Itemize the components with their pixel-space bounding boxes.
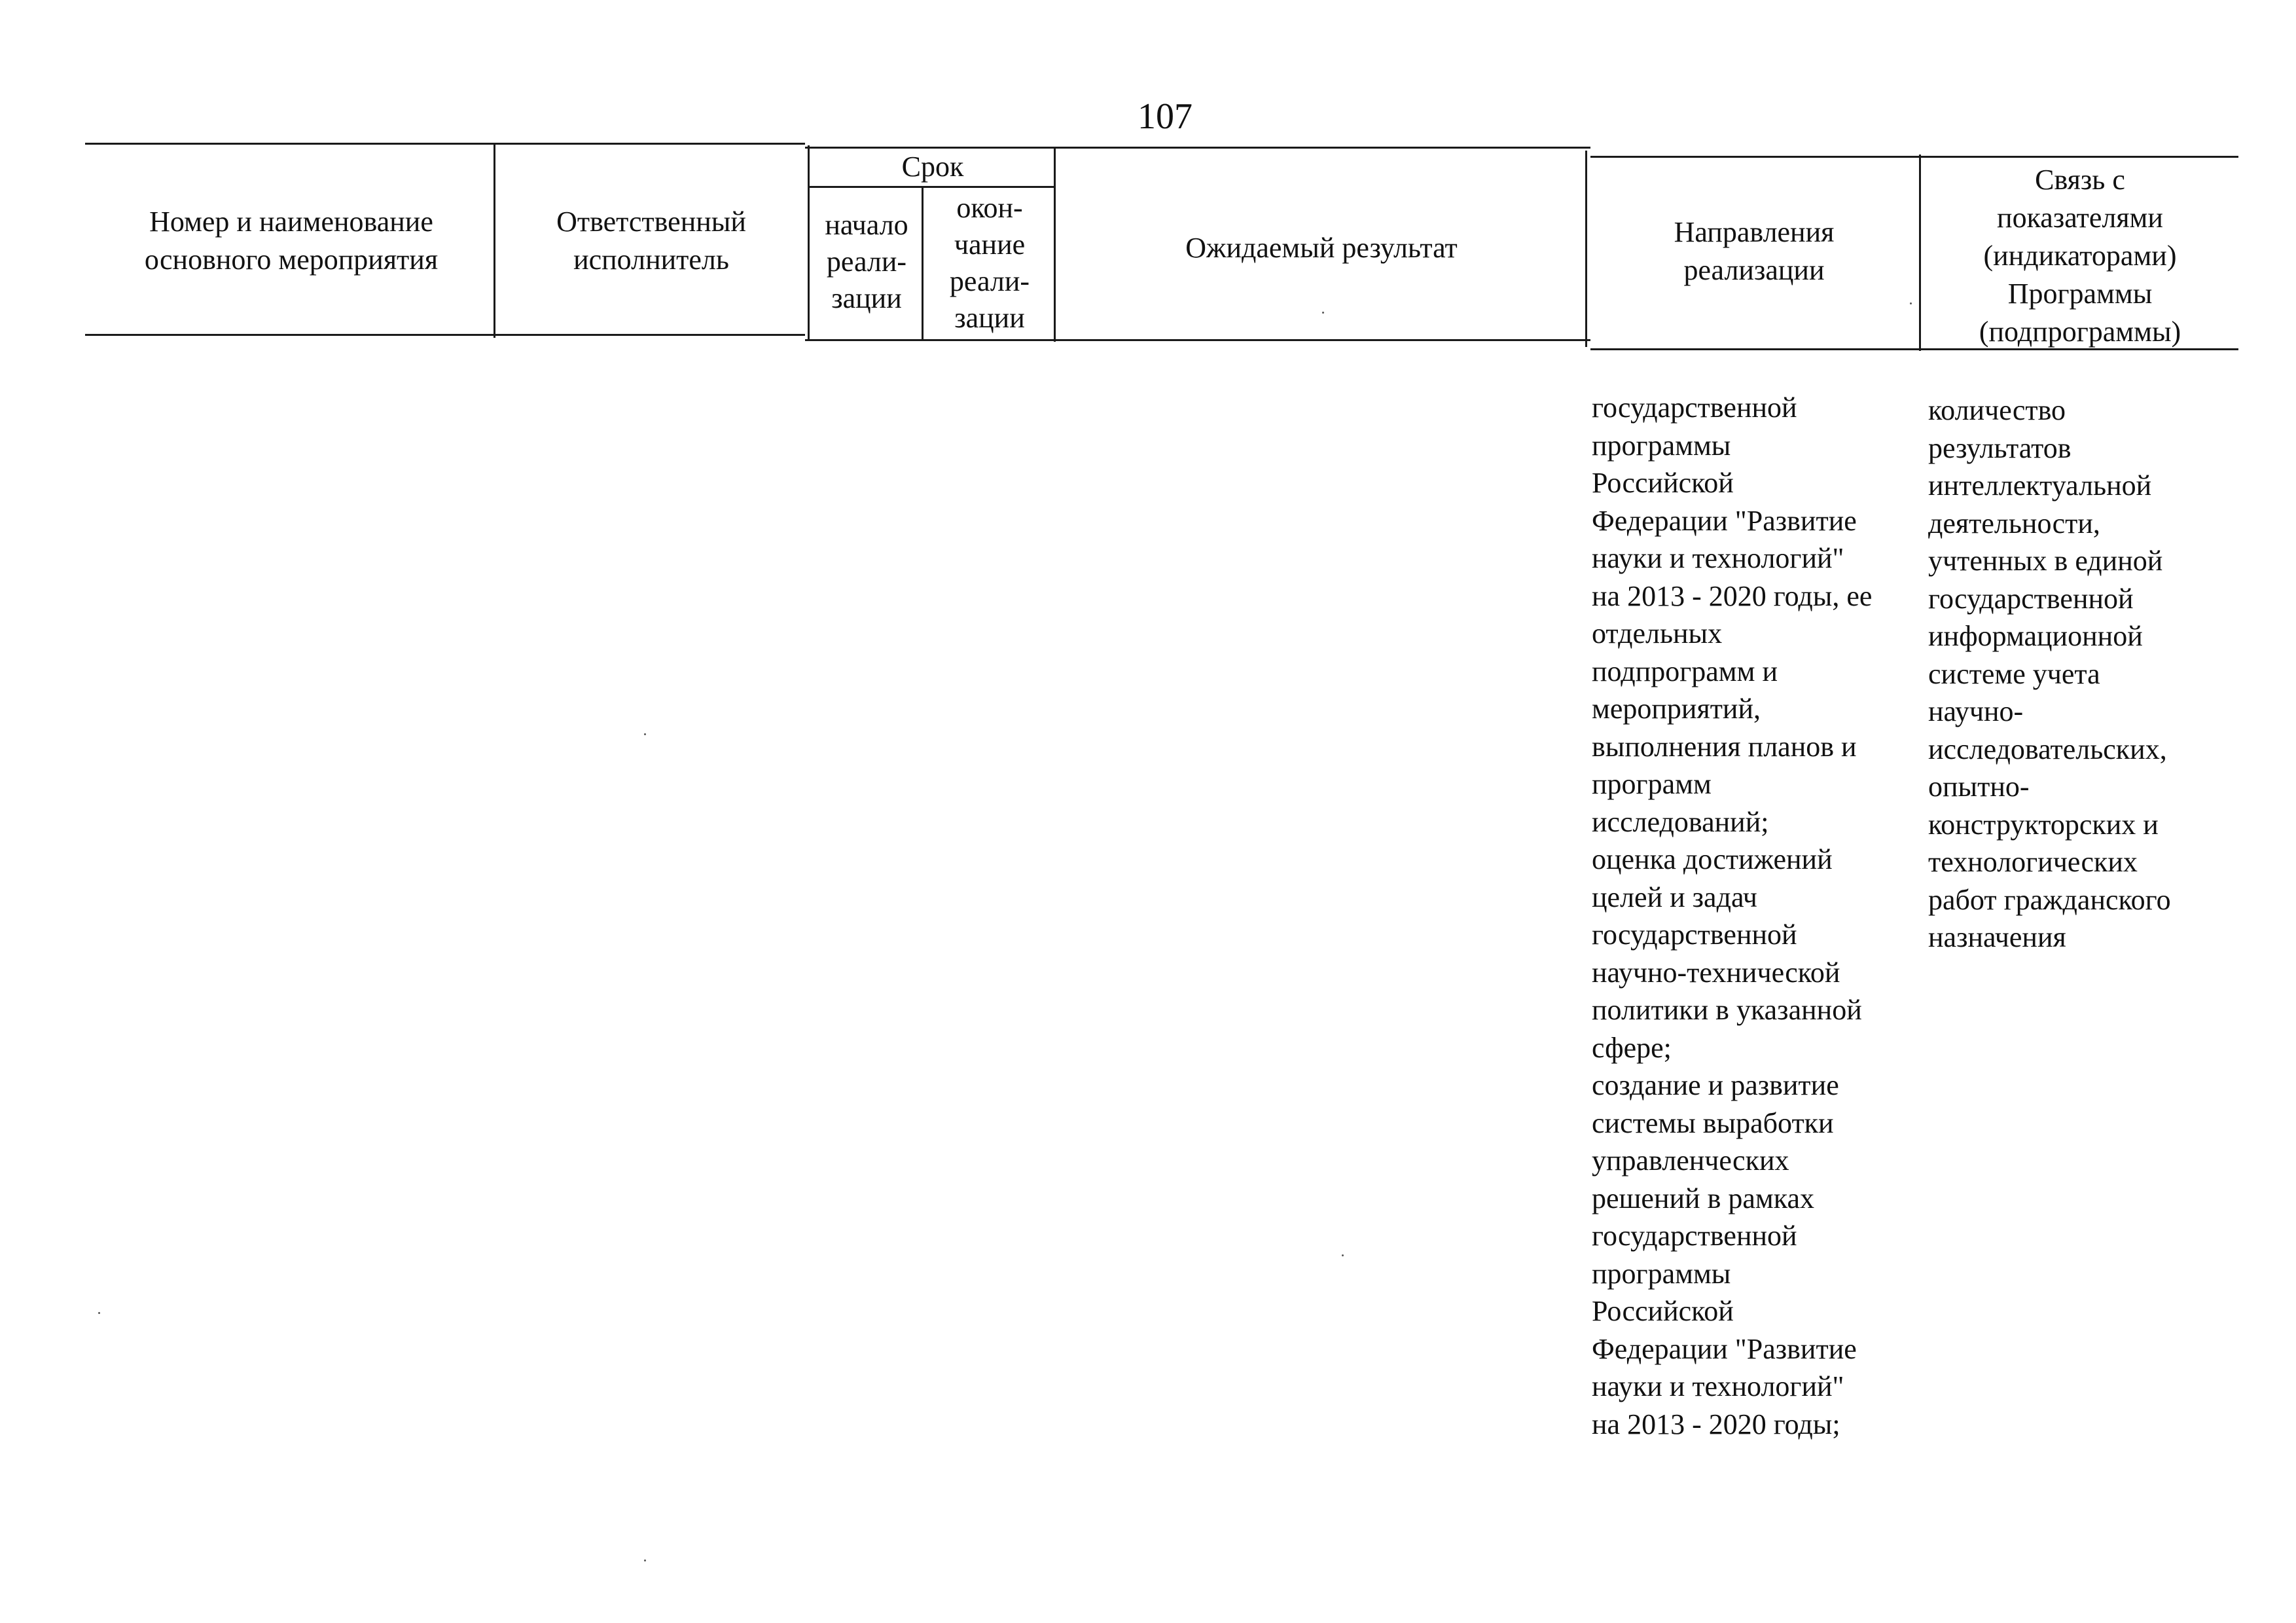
scan-speck: [1910, 302, 1912, 304]
column-divider-5: [1585, 151, 1587, 347]
header-term: Срок: [901, 151, 964, 183]
column-divider-3: [922, 187, 924, 340]
scan-speck: [1322, 312, 1324, 314]
header-term-start: начало реали- зации: [825, 209, 908, 314]
header-implementation-directions: Направления реализации: [1674, 216, 1835, 286]
header-term-end: окон- чание реали- зации: [949, 192, 1030, 334]
cell-implementation-directions: государственной программы Российской Федерации "Развитие науки и технологий" на 2013 - 2020 годы, ее отдельных подпрограмм и мероприятий, выполнения планов и программ исследований; оценка достижений целей и задач государственной научно-технической политики в указанной сфере; создание и развитие системы выработки управленческих решений в рамках государственной программы Российской Федерации "Развитие науки и технологий" на 2013 - 2020 годы;: [1592, 392, 1873, 1440]
column-divider-6: [1919, 155, 1921, 351]
header-expected-result: Ожидаемый результат: [1185, 232, 1458, 264]
page-number: 107: [1138, 96, 1193, 137]
header-top-border-right: [1590, 156, 2238, 158]
cell-program-indicators: количество результатов интеллектуальной деятельности, учтенных в единой государственной информационной системе учета научно- исследовательских, опытно- конструкторских и технологических работ гражданского назначения: [1928, 394, 2171, 953]
column-divider-2: [808, 145, 810, 340]
scan-speck: [1342, 1254, 1344, 1256]
header-top-border: [85, 143, 805, 145]
column-divider-1: [493, 144, 495, 338]
scan-speck: [98, 1312, 100, 1314]
term-subheader-divider: [809, 186, 1055, 188]
header-program-indicators: Связь с показателями (индикаторами) Программы (подпрограммы): [1979, 164, 2181, 348]
scan-speck: [644, 1559, 646, 1561]
column-divider-4: [1054, 147, 1056, 342]
header-responsible-executor: Ответственный исполнитель: [556, 206, 746, 276]
header-event-name: Номер и наименование основного мероприятия: [144, 206, 439, 276]
header-bottom-border: [85, 334, 805, 336]
scan-speck: [644, 733, 646, 735]
